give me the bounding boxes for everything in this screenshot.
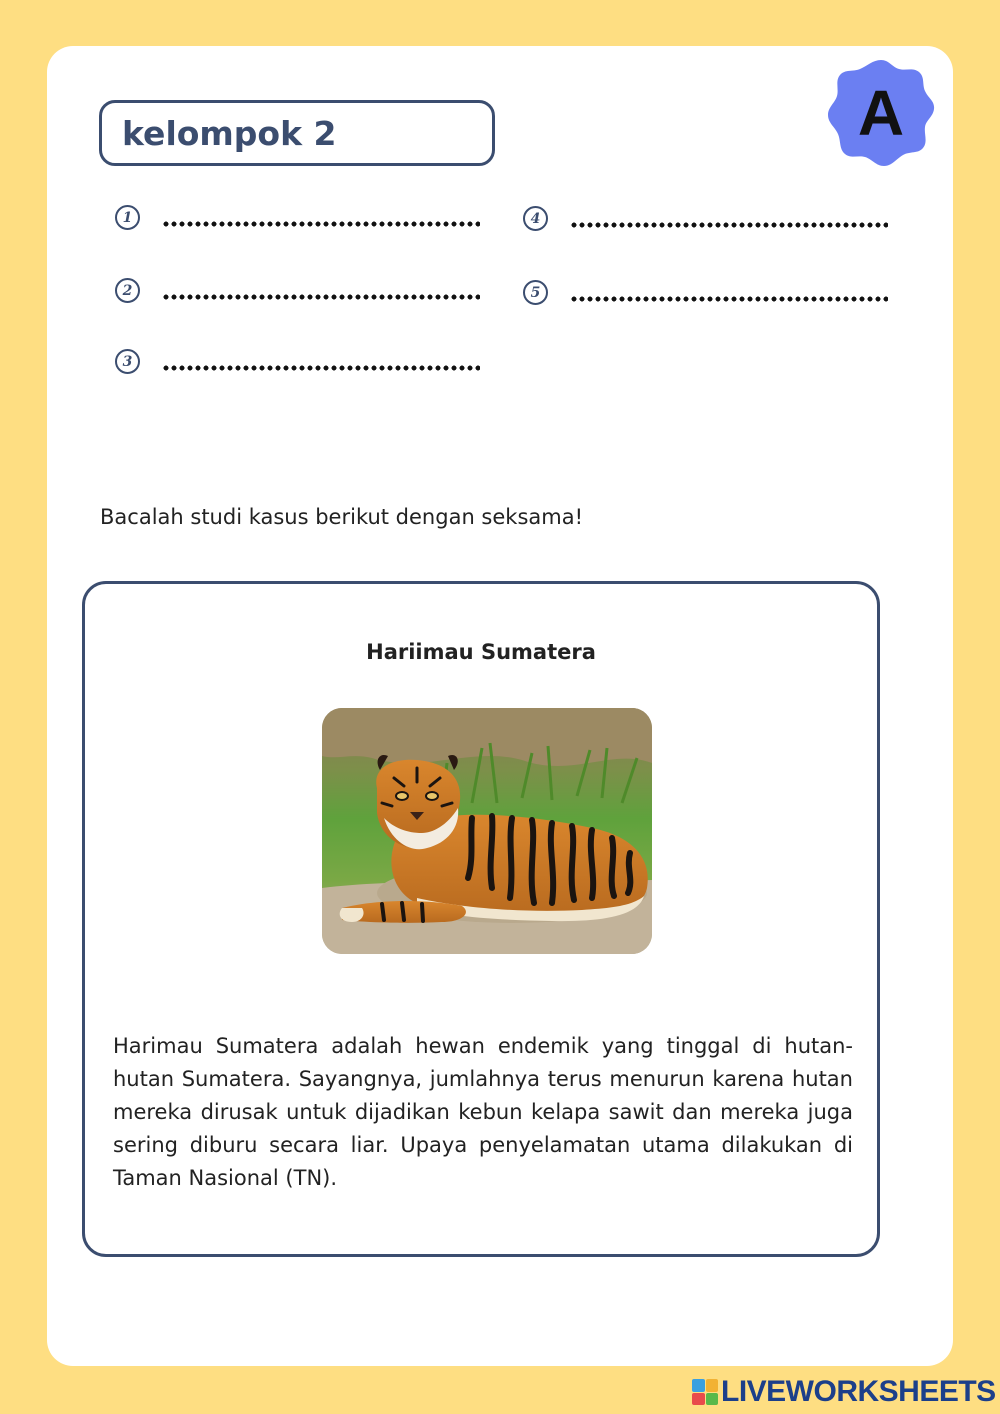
liveworksheets-logo-icon xyxy=(692,1379,718,1405)
member-number: 1 xyxy=(115,205,140,230)
member-number: 3 xyxy=(115,349,140,374)
member-name-blank[interactable] xyxy=(162,221,480,227)
member-name-blank[interactable] xyxy=(162,294,480,300)
liveworksheets-watermark xyxy=(692,1375,996,1409)
member-slot-5 xyxy=(523,280,888,305)
member-name-blank[interactable] xyxy=(570,296,888,302)
tiger-illustration xyxy=(322,708,652,954)
member-name-blank[interactable] xyxy=(570,222,888,228)
member-number: 4 xyxy=(523,206,548,231)
member-number: 5 xyxy=(523,280,548,305)
case-study-title: Hariimau Sumatera xyxy=(366,640,596,664)
group-label-box xyxy=(99,100,495,166)
badge-letter: A xyxy=(857,77,905,149)
member-slot-3 xyxy=(115,349,480,374)
member-number: 2 xyxy=(115,278,140,303)
case-study-body: Harimau Sumatera adalah hewan endemik yang tinggal di hutan-hutan Sumatera. Sayangnya, jumlahnya terus menurun karena hutan mereka dirusak untuk dijadikan kebun kelapa sawit dan mereka juga sering diburu secara liar. Upaya penyelamatan utama dilakukan di Taman Nasional (TN). xyxy=(113,1034,853,1190)
group-label: kelompok 2 xyxy=(122,113,337,153)
section-badge xyxy=(826,58,936,168)
tiger-photo xyxy=(322,708,652,954)
member-slot-4 xyxy=(523,206,888,231)
watermark-text: LIVEWORKSHEETS xyxy=(721,1375,996,1408)
case-study-box xyxy=(82,581,880,1257)
member-name-blank[interactable] xyxy=(162,365,480,371)
member-slot-1 xyxy=(115,205,480,230)
instruction-text: Bacalah studi kasus berikut dengan seksama! xyxy=(100,505,583,529)
member-slot-2 xyxy=(115,278,480,303)
